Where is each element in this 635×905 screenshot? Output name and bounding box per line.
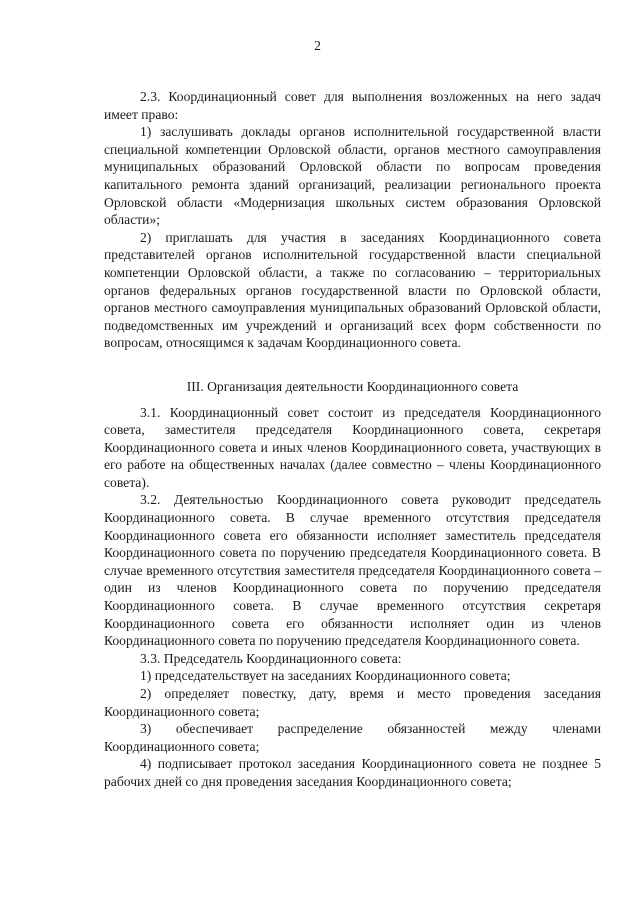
paragraph-3-3: 3.3. Председатель Координационного совета: <box>140 650 402 666</box>
paragraph-2-3: 2.3. Координационный совет для выполнения возложенных на него задач имеет право: <box>104 89 601 122</box>
paragraph-3-3-item-3: 3) обеспечивает распределение обязанностей между членами Координационного совета; <box>104 721 601 754</box>
paragraph-2-3-item-1: 1) заслушивать доклады органов исполнительной государственной власти специальной компетенции Орловской области, органов местного самоуправления муниципальных образований Орловской области по вопросам проведения капитального ремонта зданий организаций, реализации регионального проекта Орловской области «Модернизация школьных систем образования Орловской области»; <box>104 124 601 228</box>
paragraph-3-3-item-4: 4) подписывает протокол заседания Координационного совета не позднее 5 рабочих дней со дня проведения заседания Координационного совета; <box>104 756 601 789</box>
page-number: 2 <box>314 38 321 53</box>
section-heading: III. Организация деятельности Координационного совета <box>186 378 519 394</box>
document-body <box>104 88 601 791</box>
paragraph-3-2: 3.2. Деятельностью Координационного совета руководит председатель Координационного совета. В случае временного отсутствия председателя Координационного совета его обязанности исполняет заместитель председателя Координационного совета по поручению председателя Координационного совета. В случае временного отсутствия заместителя председателя Координационного совета – один из членов Координационного совета по поручению председателя Координационного совета. В случае временного отсутствия секретаря Координационного совета его обязанности исполняет один из членов Координационного совета по поручению председателя Координационного совета. <box>104 492 601 649</box>
paragraph-3-3-item-1: 1) председательствует на заседаниях Координационного совета; <box>140 668 511 684</box>
paragraph-3-3-item-2: 2) определяет повестку, дату, время и место проведения заседания Координационного совета; <box>104 686 601 719</box>
paragraph-2-3-item-2: 2) приглашать для участия в заседаниях Координационного совета представителей органов исполнительной государственной власти специальной компетенции Орловской области, а также по согласованию – территориальных органов федеральных органов государственной власти по Орловской области, органов местного самоуправления муниципальных образований Орловской области, подведомственных им учреждений и организаций всех форм собственности по вопросам, относящимся к задачам Координационного совета. <box>104 229 601 351</box>
paragraph-3-1: 3.1. Координационный совет состоит из председателя Координационного совета, заместителя председателя Координационного совета, секретаря Координационного совета и иных членов Координационного совета, участвующих в его работе на общественных началах (далее совместно – члены Координационного совета). <box>104 404 601 490</box>
